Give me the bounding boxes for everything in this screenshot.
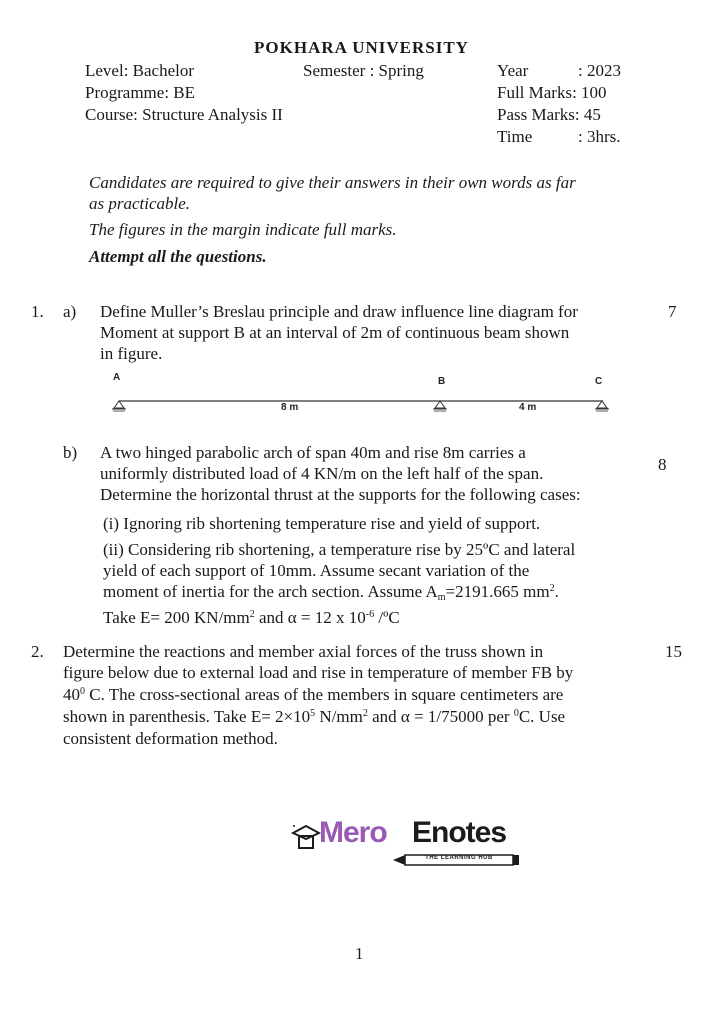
logo-tagline: THE LEARNING HUB <box>425 855 493 861</box>
instruction-line1: Candidates are required to give their answers in their own words as far <box>89 173 576 192</box>
page-number: 1 <box>355 944 364 963</box>
q1a-line3: in figure. <box>100 344 163 363</box>
support-b-icon <box>433 401 447 411</box>
q2-line3: $40^0$ C. The cross-sectional areas of the members in square centimeters are <box>63 685 564 704</box>
time-label: Time <box>497 127 533 146</box>
q1-number: 1. <box>31 302 44 321</box>
level: Level: Bachelor <box>85 61 195 80</box>
instruction-line1-cont: as practicable. <box>89 194 191 213</box>
q1b-case2-line3: moment of inertia for the arch section. Assume $A_m=2191.665$ $mm^2$. <box>103 582 559 603</box>
q2-line2: figure below due to external load and rise in temperature of member FB by <box>63 663 574 682</box>
semester: Semester : Spring <box>303 61 424 80</box>
q2-marks: 15 <box>665 642 682 661</box>
support-c-label: C <box>595 376 603 387</box>
span-ab-label: 8 m <box>281 402 299 413</box>
beam-diagram <box>95 370 625 420</box>
support-a-label: A <box>113 372 121 383</box>
q1b-line2: uniformly distributed load of 4 KN/m on the left half of the span. <box>100 464 544 483</box>
q1b-case2-line2: yield of each support of 10mm. Assume secant variation of the <box>103 561 530 580</box>
q1b-label: b) <box>63 443 78 462</box>
logo-enotes: Enotes <box>412 816 507 849</box>
university-title: POKHARA UNIVERSITY <box>254 38 469 57</box>
logo-mero: Mero <box>319 816 387 849</box>
full-marks: Full Marks: 100 <box>497 83 607 102</box>
q1b-take-line: Take E= 200 $KN/mm^2$ and α = 12 x $10^{-6}$ /ºC <box>103 608 400 627</box>
course: Course: Structure Analysis II <box>85 105 283 124</box>
year-value: : 2023 <box>578 61 621 80</box>
q2-line5: consistent deformation method. <box>63 729 278 748</box>
q1b-case2-line1: (ii) Considering rib shortening, a temperature rise by 25ºC and lateral <box>103 540 576 559</box>
q1b-case1: (i) Ignoring rib shortening temperature rise and yield of support. <box>103 514 541 533</box>
q1b-line1: A two hinged parabolic arch of span 40m and rise 8m carries a <box>100 443 526 462</box>
support-c-icon <box>595 401 609 411</box>
programme: Programme: BE <box>85 83 196 102</box>
q1a-label: a) <box>63 302 77 321</box>
span-bc-label: 4 m <box>519 402 537 413</box>
q1b-marks: 8 <box>658 455 667 474</box>
continuous-beam-figure <box>95 370 625 420</box>
pass-marks: Pass Marks: 45 <box>497 105 601 124</box>
q1a-marks: 7 <box>668 302 677 321</box>
q1a-line1: Define Muller’s Breslau principle and draw influence line diagram for <box>100 302 578 321</box>
q1a-line2: Moment at support B at an interval of 2m of continuous beam shown <box>100 323 570 342</box>
q2-line4: shown in parenthesis. Take $E= 2\times 10^5$ $N/mm^2$ and α = 1/75000 per $^0$C. Use <box>63 707 566 726</box>
support-a-icon <box>112 401 126 411</box>
support-b-label: B <box>438 376 446 387</box>
year-label: Year <box>497 61 529 80</box>
q1b-line3: Determine the horizontal thrust at the supports for the following cases: <box>100 485 581 504</box>
q2-line1: Determine the reactions and member axial forces of the truss shown in <box>63 642 544 661</box>
q2-number: 2. <box>31 642 44 661</box>
time-value: : 3hrs. <box>578 127 621 146</box>
instruction-line3: Attempt all the questions. <box>89 247 267 266</box>
graduation-cap-icon <box>291 821 321 851</box>
instruction-line2: The figures in the margin indicate full marks. <box>89 220 397 239</box>
meroenotes-logo <box>291 815 521 875</box>
